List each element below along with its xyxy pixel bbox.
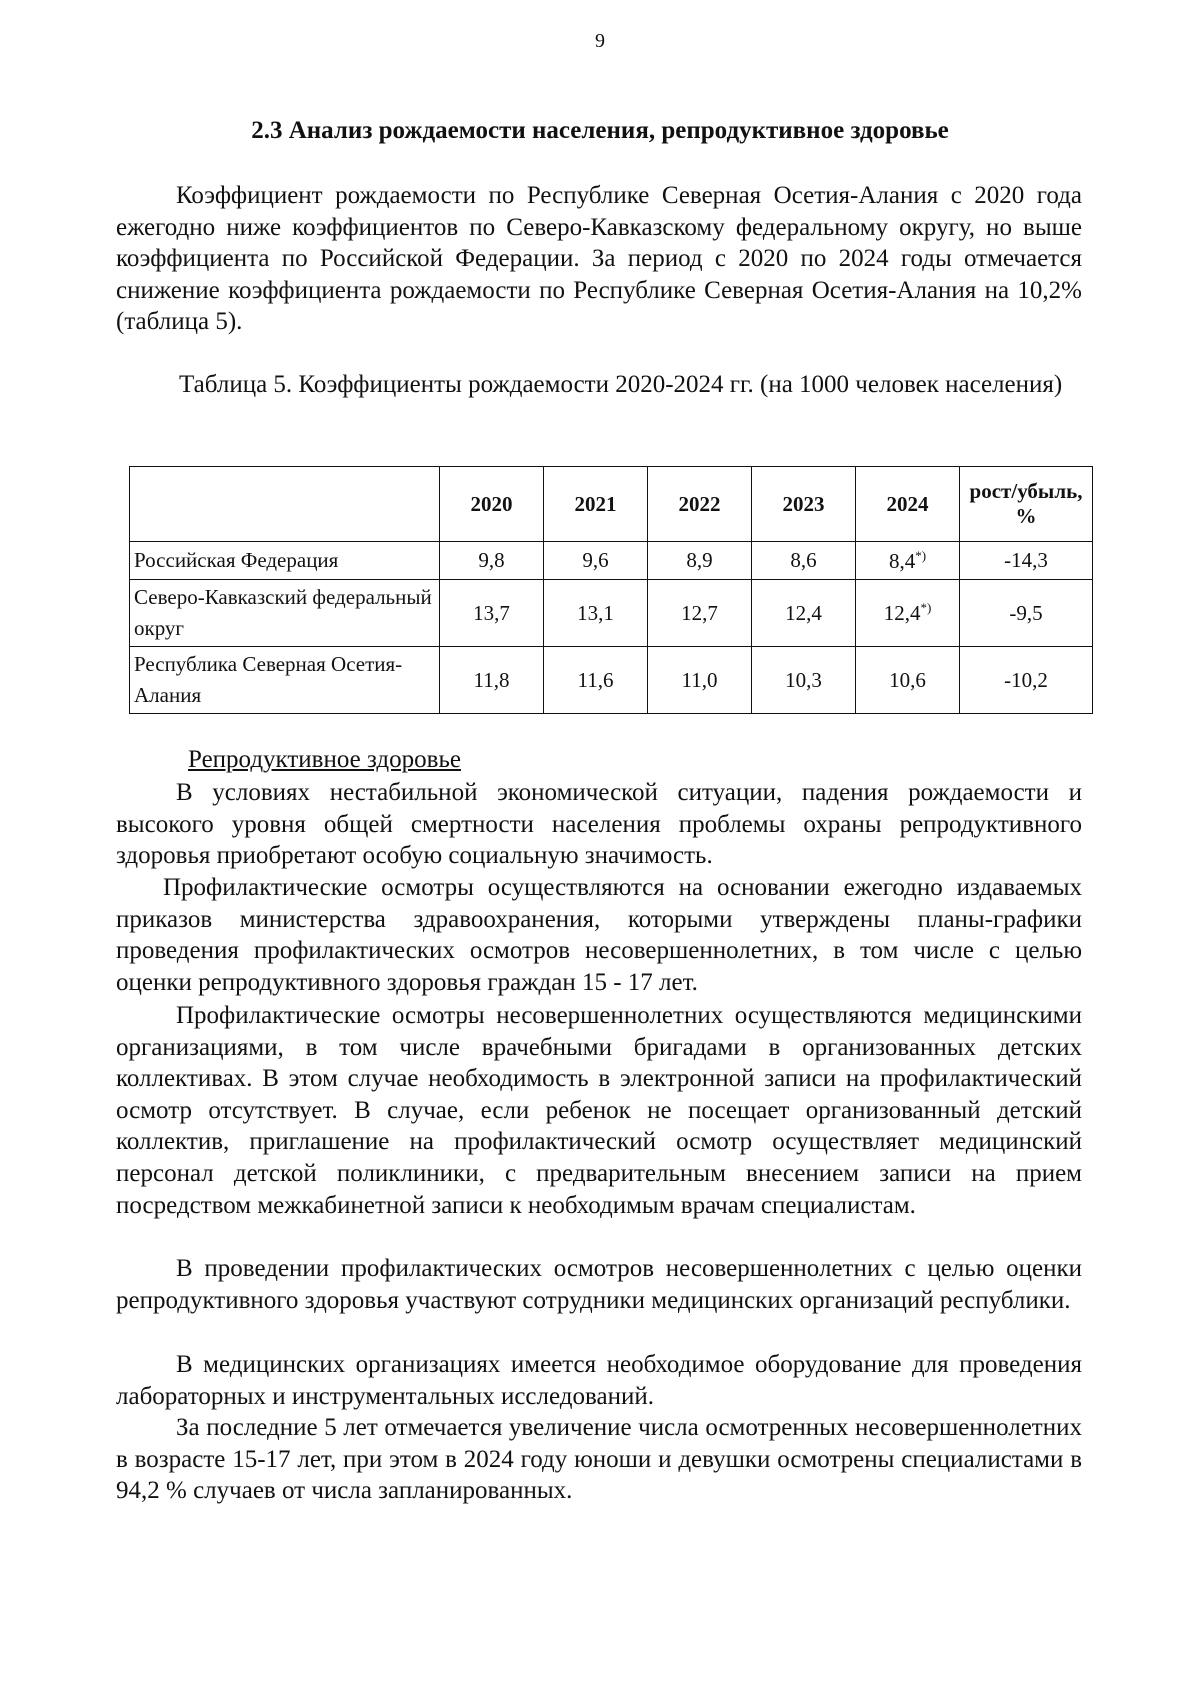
- table-header-cell: рост/убыль, %: [960, 467, 1093, 542]
- body-paragraph: Профилактические осмотры осуществляются на основании ежегодно издаваемых приказов министерства здравоохранения, которыми утверждены планы-графики проведения профилактических осмотров несовершеннолетних, в том числе с целью оценки репродуктивного здоровья граждан 15 - 17 лет.: [116, 874, 1082, 996]
- body-paragraph: За последние 5 лет отмечается увеличение числа осмотренных несовершеннолетних в возрасте 15-17 лет, при этом в 2024 году юноши и девушки осмотрены специалистами в 94,2 % случаев от числа запланированных.: [116, 1414, 1082, 1505]
- table-cell: 8,6: [752, 542, 856, 580]
- table-header-cell: 2020: [440, 467, 544, 542]
- table-caption: Таблица 5. Коэффициенты рождаемости 2020-2024 гг. (на 1000 человек населения): [179, 371, 1063, 398]
- table-row: [130, 542, 1093, 580]
- table-cell-change: -10,2: [960, 647, 1093, 714]
- body-paragraph: В проведении профилактических осмотров несовершеннолетних с целью оценки репродуктивного здоровья участвуют сотрудники медицинских организаций республики.: [116, 1255, 1082, 1314]
- table-cell-footnoted: [856, 580, 960, 647]
- body-paragraph: В условиях нестабильной экономической ситуации, падения рождаемости и высокого уровня общей смертности населения проблемы охраны репродуктивного здоровья приобретают особую социальную значимость.: [116, 779, 1082, 870]
- table-cell: 13,7: [440, 580, 544, 647]
- table-header-cell: [130, 467, 440, 542]
- table-row: [130, 580, 1093, 647]
- table-cell: 8,9: [648, 542, 752, 580]
- table-row: [130, 647, 1093, 714]
- table-cell: 9,6: [544, 542, 648, 580]
- table-cell-change: -9,5: [960, 580, 1093, 647]
- row-label: Северо-Кавказский федеральный округ: [130, 580, 440, 647]
- row-label: Республика Северная Осетия-Алания: [130, 647, 440, 714]
- table-header-cell: 2024: [856, 467, 960, 542]
- body-paragraph: Профилактические осмотры несовершеннолетних осуществляются медицинскими организациями, в том числе врачебными бригадами в организованных детских коллективах. В этом случае необходимость в электронной записи на профилактический осмотр отсутствует. В случае, если ребенок не посещает организованный детский коллектив, приглашение на профилактический осмотр осуществляет медицинский персонал детской поликлиники, с предварительным внесением записи на прием посредством межкабинетной записи к необходимым врачам специалистам.: [116, 1002, 1082, 1219]
- section-heading: 2.3 Анализ рождаемости населения, репродуктивное здоровье: [251, 117, 949, 144]
- table-cell: 11,0: [648, 647, 752, 714]
- table-header-cell: 2022: [648, 467, 752, 542]
- row-label: Российская Федерация: [130, 542, 440, 580]
- cell-value: 12,4: [883, 601, 921, 625]
- subsection-heading: Репродуктивное здоровье: [188, 746, 461, 773]
- table-cell: 10,6: [856, 647, 960, 714]
- cell-value: 8,4: [888, 548, 916, 573]
- footnote-mark: *): [920, 600, 932, 615]
- table-cell-change: -14,3: [960, 542, 1093, 580]
- table-cell: 11,6: [544, 647, 648, 714]
- table-cell: 11,8: [440, 647, 544, 714]
- table-cell: 10,3: [752, 647, 856, 714]
- table-header-row: [130, 467, 1093, 542]
- table-header-cell: 2021: [544, 467, 648, 542]
- table-cell-footnoted: [856, 542, 960, 580]
- birth-rate-table: [129, 466, 1093, 714]
- body-paragraph: В медицинских организациях имеется необходимое оборудование для проведения лабораторных и инструментальных исследований.: [116, 1351, 1082, 1410]
- table-cell: 12,7: [648, 580, 752, 647]
- table-cell: 9,8: [440, 542, 544, 580]
- intro-paragraph: Коэффициент рождаемости по Республике Северная Осетия-Алания с 2020 года ежегодно ниже коэффициентов по Северо-Кавказскому федеральному округу, но выше коэффициента по Российской Федерации. За период с 2020 по 2024 годы отмечается снижение коэффициента рождаемости по Республике Северная Осетия-Алания на 10,2% (таблица 5).: [116, 182, 1082, 336]
- table-header-cell: 2023: [752, 467, 856, 542]
- table-cell: 12,4: [752, 580, 856, 647]
- footnote-mark: *): [915, 547, 927, 563]
- page-number: 9: [595, 30, 605, 52]
- table-cell: 13,1: [544, 580, 648, 647]
